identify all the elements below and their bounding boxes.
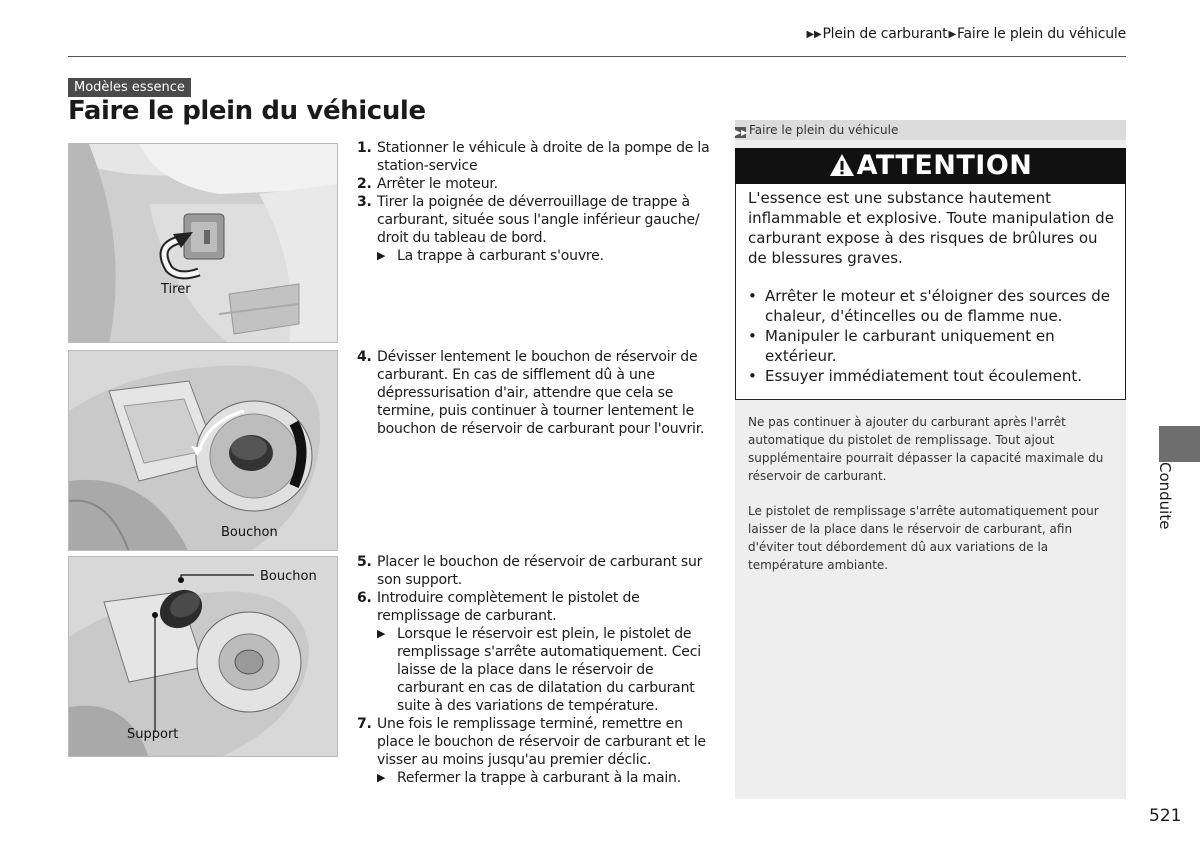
warning-triangle-icon: [829, 151, 855, 187]
steps-group-3: [357, 553, 713, 787]
steps-group-1: [357, 139, 713, 265]
step-text: Introduire complètement le pistolet de remplissage de carburant.: [377, 590, 640, 624]
step-text: Arrêter le moteur.: [377, 176, 498, 192]
warning-item: • Essuyer immédiatement tout écoulement.: [748, 367, 1083, 385]
figure-unscrew-cap: [68, 350, 338, 551]
cap-holder-illustration: [69, 557, 338, 757]
warning-list: [748, 286, 1118, 386]
label-pull: Tirer: [161, 282, 191, 297]
page-number: 521: [1149, 806, 1182, 826]
page-title: Faire le plein du véhicule: [68, 96, 426, 126]
warning-text: L'essence est une substance hautement inflammable et explosive. Toute manipulation de carburant expose à des risques de brûlures ou de blessures graves.: [748, 189, 1114, 267]
step-item: 2. Arrêter le moteur.: [357, 176, 498, 192]
reference-icon: ▶▶: [735, 128, 748, 137]
breadcrumb-part2: Faire le plein du véhicule: [956, 26, 1126, 42]
steps-group-2: [357, 348, 713, 438]
step-text: Stationner le véhicule à droite de la pompe de la station-service: [377, 140, 710, 174]
chapter-tab-label: Conduite: [1156, 462, 1174, 530]
note-1: Ne pas continuer à ajouter du carburant après l'arrêt automatique du pistolet de remplissage. Tout ajout supplémentaire pourrait dépasser la capacité maximale du réservoir de carburant.: [748, 415, 1104, 483]
arrow-icon: ▶: [948, 29, 956, 40]
unscrew-cap-illustration: [69, 351, 338, 551]
step-text: Placer le bouchon de réservoir de carburant sur son support.: [377, 554, 703, 588]
double-arrow-icon: ▶▶: [806, 29, 822, 40]
sidebar-header: ▶▶ Faire le plein du véhicule: [735, 120, 1126, 140]
triangle-icon: ▶: [377, 627, 386, 640]
step-item: 6. Introduire complètement le pistolet de remplissage de carburant. ▶ Lorsque le réservoir est plein, le pistolet de remplissage s'arrête automatiquement. Ceci laisse de la place dans le réservoir de carburant en cas de dilatation du carburant suite à des variations de température.: [357, 589, 713, 715]
triangle-icon: ▶: [377, 249, 386, 262]
model-tag: Modèles essence: [68, 78, 191, 97]
step-result: ▶ La trappe à carburant s'ouvre.: [377, 248, 604, 264]
warning-item: • Arrêter le moteur et s'éloigner des sources de chaleur, d'étincelles ou de flamme nue.: [748, 287, 1111, 325]
step-item: 5. Placer le bouchon de réservoir de carburant sur son support.: [357, 554, 703, 588]
step-item: 1. Stationner le véhicule à droite de la pompe de la station-service: [357, 140, 710, 174]
warning-title: ATTENTION: [856, 150, 1033, 181]
breadcrumb: [805, 26, 1126, 42]
label-cap-2: Bouchon: [260, 569, 317, 584]
step-result: ▶ Refermer la trappe à carburant à la main.: [377, 770, 681, 786]
triangle-icon: ▶: [377, 771, 386, 784]
step-item: 4. Dévisser lentement le bouchon de réservoir de carburant. En cas de sifflement dû à une dépressurisation d'air, attendre que cela se termine, puis continuer à tourner lentement le bouchon de réservoir de carburant pour l'ouvrir.: [357, 349, 705, 437]
step-text: Tirer la poignée de déverrouillage de trappe à carburant, située sous l'angle inférieur gauche/ droit du tableau de bord.: [377, 194, 700, 246]
step-item: 7. Une fois le remplissage terminé, remettre en place le bouchon de réservoir de carburant et le visser au moins jusqu'au premier déclic. ▶ Refermer la trappe à carburant à la main.: [357, 715, 713, 787]
figure-cap-holder: [68, 556, 338, 757]
step-item: 3. Tirer la poignée de déverrouillage de trappe à carburant, située sous l'angle inférieur gauche/ droit du tableau de bord. ▶ La trappe à carburant s'ouvre.: [357, 193, 713, 265]
label-holder: Support: [127, 727, 179, 742]
label-cap: Bouchon: [221, 525, 278, 540]
figure-release-handle: [68, 143, 338, 343]
step-result: ▶ Lorsque le réservoir est plein, le pistolet de remplissage s'arrête automatiquement. Ceci laisse de la place dans le réservoir de carburant en cas de dilatation du carburant suite à des variations de température.: [377, 626, 701, 714]
breadcrumb-part1: Plein de carburant: [822, 26, 948, 42]
step-text: Dévisser lentement le bouchon de réservoir de carburant. En cas de sifflement dû à une dépressurisation d'air, attendre que cela se termine, puis continuer à tourner lentement le bouchon de réservoir de carburant pour l'ouvrir.: [377, 349, 705, 437]
warning-header: [735, 148, 1126, 184]
step-text: Une fois le remplissage terminé, remettre en place le bouchon de réservoir de carburant et le visser au moins jusqu'au premier déclic.: [377, 716, 706, 768]
header-divider: [68, 56, 1126, 57]
release-handle-illustration: [69, 144, 338, 343]
chapter-tab: [1159, 426, 1200, 462]
note-2: Le pistolet de remplissage s'arrête automatiquement pour laisser de la place dans le réservoir de carburant, afin d'éviter tout débordement dû aux variations de la température ambiante.: [748, 504, 1099, 572]
warning-item: • Manipuler le carburant uniquement en extérieur.: [748, 327, 1055, 365]
